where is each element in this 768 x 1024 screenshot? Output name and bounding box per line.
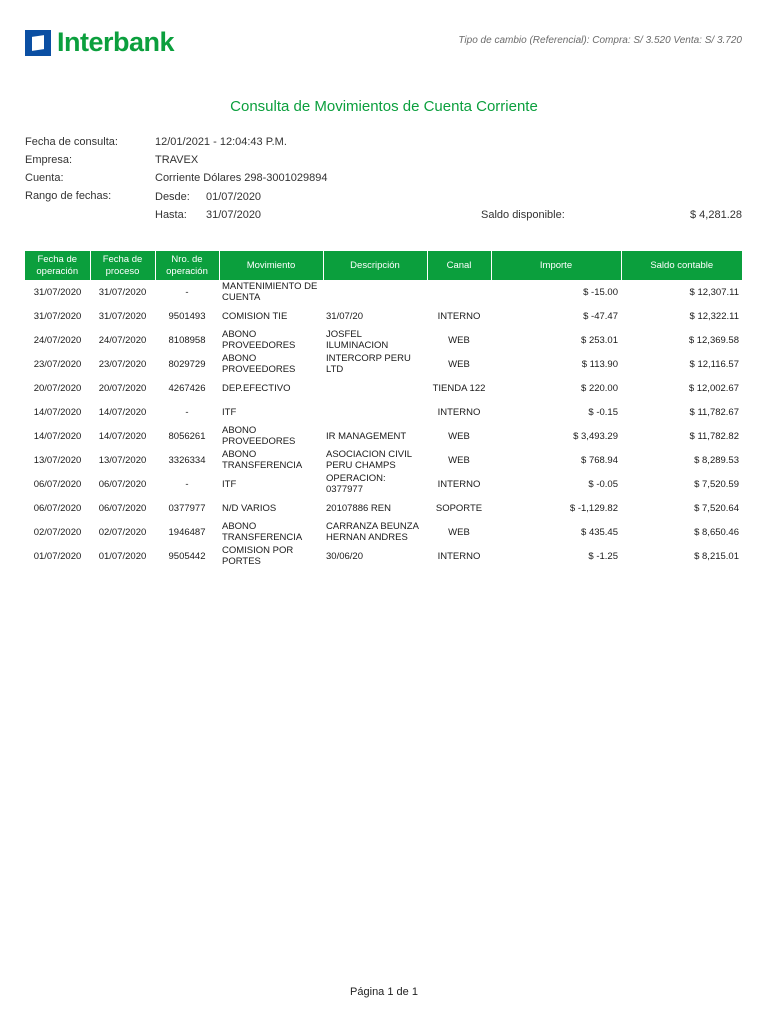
col-nro-operacion[interactable]: Nro. de operación [155,251,219,280]
cell-importe: $ 768.94 [581,454,618,466]
table-row [25,304,742,328]
cell-movimiento: N/D VARIOS [222,502,277,514]
cell-importe: $ -0.15 [588,406,618,418]
desde-value: 01/07/2020 [206,191,262,203]
table-row [25,352,742,376]
cell-movimiento: ITF [222,406,237,418]
movements-table [25,251,742,568]
col-movimiento[interactable]: Movimiento [219,251,323,280]
cell-fecha-operacion: 02/07/2020 [33,526,82,538]
col-descripcion[interactable]: Descripción [323,251,427,280]
cell-saldo-contable: $ 11,782.67 [689,406,739,418]
cell-nro-operacion: 9505442 [168,550,206,562]
cell-descripcion: 20107886 REN [326,502,391,514]
cell-fecha-operacion: 24/07/2020 [33,334,82,346]
cell-fecha-proceso: 06/07/2020 [98,478,147,490]
cell-importe: $ 435.45 [581,526,618,538]
cell-movimiento: ABONO PROVEEDORES [222,353,296,375]
cell-descripcion [323,280,427,304]
desde-row [155,191,261,203]
cell-fecha-proceso: 23/07/2020 [98,358,147,370]
col-fecha-operacion[interactable]: Fecha de operación [25,251,90,280]
cell-descripcion: 30/06/20 [326,550,363,562]
table-row [25,520,742,544]
cell-descripcion [323,400,427,424]
cell-canal: INTERNO [437,310,481,322]
cell-fecha-operacion: 13/07/2020 [33,454,82,466]
cell-movimiento: MANTENIMIENTO DE CUENTA [222,281,318,303]
cell-canal: INTERNO [437,406,481,418]
cell-descripcion: JOSFEL ILUMINACION [326,329,389,351]
cell-canal: WEB [448,358,470,370]
cell-importe: $ 220.00 [581,382,618,394]
cell-nro-operacion: 4267426 [168,382,206,394]
desde-label: Desde: [155,191,190,203]
cell-importe: $ 113.90 [581,358,618,370]
table-row [25,280,742,304]
col-importe[interactable]: Importe [491,251,621,280]
table-row [25,328,742,352]
cuenta-label: Cuenta: [25,172,64,184]
cell-nro-operacion: 9501493 [168,310,206,322]
cell-nro-operacion: - [185,286,189,298]
cell-canal: WEB [448,430,470,442]
cell-canal: WEB [448,526,470,538]
saldo-disponible-label: Saldo disponible: [481,209,565,221]
table-row [25,472,742,496]
interbank-logo [25,27,174,58]
cell-saldo-contable: $ 12,307.11 [689,286,739,298]
cell-canal [427,280,491,304]
cell-fecha-proceso: 02/07/2020 [98,526,147,538]
cell-nro-operacion: 1946487 [168,526,206,538]
cell-canal: TIENDA 122 [432,382,486,394]
table-row [25,424,742,448]
cell-saldo-contable: $ 7,520.59 [694,478,739,490]
cell-movimiento: COMISION POR PORTES [222,545,294,567]
cell-fecha-operacion: 20/07/2020 [33,382,82,394]
cuenta-value: Corriente Dólares 298-3001029894 [155,172,328,184]
cell-descripcion: IR MANAGEMENT [326,430,407,442]
cell-movimiento: ABONO PROVEEDORES [222,329,296,351]
fecha-label: Fecha de consulta: [25,136,118,148]
cell-fecha-operacion: 31/07/2020 [33,286,82,298]
cell-canal: INTERNO [437,478,481,490]
cell-fecha-operacion: 14/07/2020 [33,430,82,442]
cell-fecha-proceso: 06/07/2020 [98,502,147,514]
cell-fecha-proceso: 13/07/2020 [98,454,147,466]
cell-saldo-contable: $ 8,650.46 [694,526,739,538]
cell-fecha-operacion: 31/07/2020 [33,310,82,322]
cell-movimiento: COMISION TIE [222,310,288,322]
exchange-rate: Tipo de cambio (Referencial): Compra: S/ 3.520 Venta: S/ 3.720 [458,35,742,46]
cell-saldo-contable: $ 11,782.82 [689,430,739,442]
cell-importe: $ 3,493.29 [573,430,618,442]
cell-saldo-contable: $ 7,520.64 [694,502,739,514]
cell-saldo-contable: $ 8,289.53 [694,454,739,466]
cell-fecha-operacion: 06/07/2020 [33,502,82,514]
cell-nro-operacion: 8108958 [168,334,206,346]
cell-saldo-contable: $ 12,002.67 [688,382,739,394]
cell-canal: SOPORTE [435,502,483,514]
col-saldo-contable[interactable]: Saldo contable [621,251,742,280]
cell-movimiento: ABONO PROVEEDORES [222,425,296,447]
cell-importe: $ -1.25 [588,550,618,562]
cell-fecha-operacion: 23/07/2020 [33,358,82,370]
table-header-row [25,251,742,280]
cell-nro-operacion: 8029729 [168,358,206,370]
cell-fecha-operacion: 14/07/2020 [33,406,82,418]
cell-descripcion: OPERACION: 0377977 [326,473,386,495]
cell-canal: WEB [448,454,470,466]
cell-fecha-proceso: 01/07/2020 [98,550,147,562]
cell-nro-operacion: 8056261 [168,430,206,442]
table-row [25,376,742,400]
fecha-value: 12/01/2021 - 12:04:43 P.M. [155,136,287,148]
col-canal[interactable]: Canal [427,251,491,280]
empresa-label: Empresa: [25,154,73,166]
col-fecha-proceso[interactable]: Fecha de proceso [90,251,155,280]
table-row [25,400,742,424]
rango-label: Rango de fechas: [25,190,112,202]
cell-fecha-operacion: 01/07/2020 [33,550,82,562]
cell-saldo-contable: $ 12,322.11 [689,310,739,322]
table-row [25,544,742,568]
cell-nro-operacion: 0377977 [168,502,206,514]
cell-fecha-operacion: 06/07/2020 [33,478,82,490]
cell-canal: WEB [448,334,470,346]
cell-canal: INTERNO [437,550,481,562]
cell-movimiento: DEP.EFECTIVO [222,382,291,394]
cell-fecha-proceso: 20/07/2020 [98,382,147,394]
cell-descripcion: ASOCIACION CIVIL PERU CHAMPS [326,449,412,471]
cell-fecha-proceso: 31/07/2020 [98,310,147,322]
cell-fecha-proceso: 31/07/2020 [98,286,147,298]
cell-fecha-proceso: 14/07/2020 [98,406,147,418]
cell-nro-operacion: - [185,406,189,418]
cell-saldo-contable: $ 12,369.58 [688,334,739,346]
cell-saldo-contable: $ 12,116.57 [689,358,739,370]
cell-movimiento: ITF [222,478,237,490]
cell-movimiento: ABONO TRANSFERENCIA [222,521,303,543]
logo-text: Interbank [57,27,175,57]
cell-nro-operacion: - [185,478,189,490]
cell-importe: $ -1,129.82 [569,502,618,514]
cell-importe: $ 253.01 [581,334,618,346]
cell-nro-operacion: 3326334 [168,454,206,466]
cell-descripcion [323,376,427,400]
saldo-disponible-value: $ 4,281.28 [690,209,742,221]
cell-fecha-proceso: 24/07/2020 [98,334,147,346]
page-title: Consulta de Movimientos de Cuenta Corriente [230,98,538,115]
cell-importe: $ -15.00 [583,286,618,298]
cell-importe: $ -0.05 [588,478,618,490]
empresa-value: TRAVEX [155,154,199,166]
hasta-value: 31/07/2020 [206,209,262,221]
interbank-logo-icon [25,30,51,56]
table-row [25,448,742,472]
cell-saldo-contable: $ 8,215.01 [694,550,739,562]
cell-descripcion: 31/07/20 [326,310,363,322]
hasta-label: Hasta: [155,209,187,221]
cell-importe: $ -47.47 [583,310,618,322]
cell-movimiento: ABONO TRANSFERENCIA [222,449,303,471]
table-row [25,496,742,520]
page-number: Página 1 de 1 [350,986,418,998]
cell-fecha-proceso: 14/07/2020 [98,430,147,442]
hasta-row [155,209,261,221]
cell-descripcion: CARRANZA BEUNZA HERNAN ANDRES [326,521,419,543]
cell-descripcion: INTERCORP PERU LTD [326,353,411,375]
